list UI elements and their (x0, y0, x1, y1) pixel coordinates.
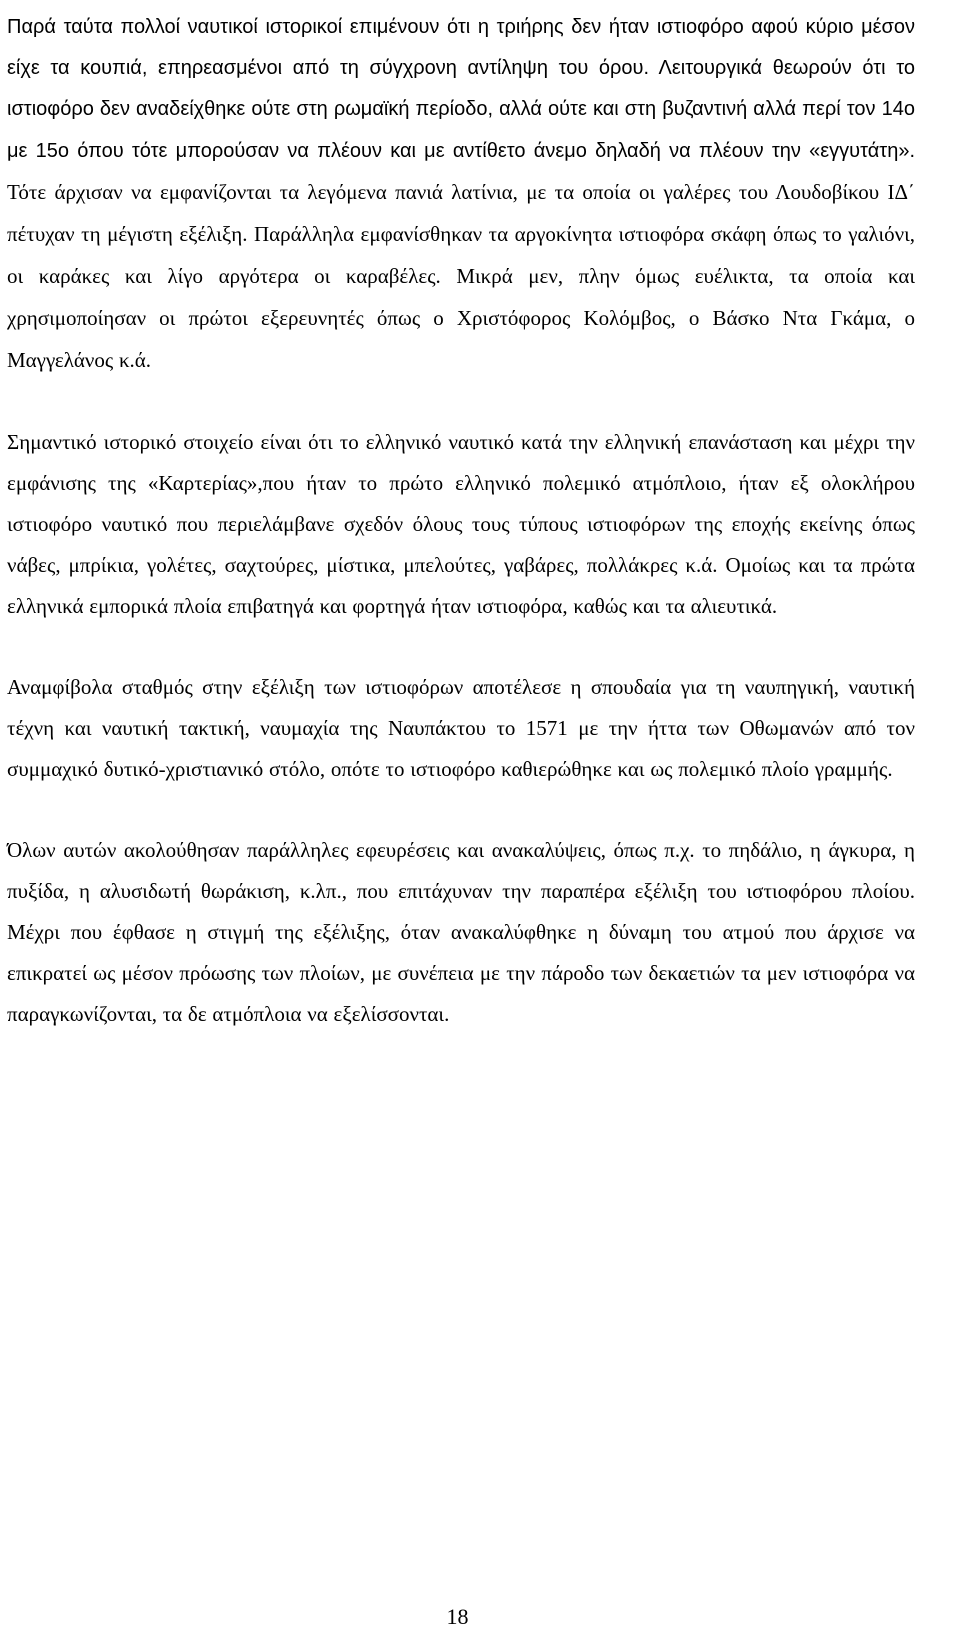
paragraph-2: Σημαντικό ιστορικό στοιχείο είναι ότι το ελληνικό ναυτικό κατά την ελληνική επανάσταση και μέχρι την εμφάνισης της «Καρτερίας»,που ήταν το πρώτο ελληνικό πολεμικό ατμόπλοιο, ήταν εξ ολοκλήρου ιστιοφόρο ναυτικό που περιελάμβανε σχεδόν όλους τους τύπους ιστιοφόρων της εποχής εκείνης όπως νάβες, μπρίκια, γολέτες, σαχτούρες, μίστικα, μπελούτες, γαβάρες, πολλάκρες κ.ά. Ομοίως και τα πρώτα ελληνικά εμπορικά πλοία επιβατηγά και φορτηγά ήταν ιστιοφόρα, καθώς και τα αλιευτικά. (7, 430, 915, 618)
paragraph-1-sans-run: Παρά ταύτα πολλοί ναυτικοί ιστορικοί επιμένουν ότι η τριήρης δεν ήταν ιστιοφόρο αφού κύριο μέσον είχε τα κουπιά, επηρεασμένοι από τη σύγχρονη αντίληψη του όρου. Λειτουργικά θεωρούν ότι το ιστιοφόρο δεν αναδείχθηκε ούτε στη ρωμαϊκή περίοδο, αλλά ούτε και στη βυζαντινή αλλά περί τον 14ο με 15ο όπου τότε μπορούσαν να πλέουν και με αντίθετο άνεμο δηλαδή να πλέουν την «εγγυτάτη». (7, 16, 915, 162)
paragraph-1-serif-run: Τότε άρχισαν να εμφανίζονται τα λεγόμενα πανιά λατίνια, με τα οποία οι γαλέρες του Λουδοβίκου ΙΔ΄ πέτυχαν τη μέγιστη εξέλιξη. Παράλληλα εμφανίσθηκαν τα αργοκίνητα ιστιοφόρα σκάφη όπως το γαλιόνι, οι καράκες και λίγο αργότερα οι καραβέλες. Μικρά μεν, πλην όμως ευέλικτα, τα οποία και χρησιμοποίησαν οι πρώτοι εξερευνητές όπως ο Χριστόφορος Κολόμβος, ο Βάσκο Ντα Γκάμα, ο Μαγγελάνος κ.ά. (7, 180, 915, 372)
document-body (7, 7, 915, 1075)
paragraph-1 (7, 7, 915, 382)
page-number: 18 (446, 1604, 469, 1629)
paragraph-3: Αναμφίβολα σταθμός στην εξέλιξη των ιστιοφόρων αποτέλεσε η σπουδαία για τη ναυπηγική, ναυτική τέχνη και ναυτική τακτική, ναυμαχία της Ναυπάκτου το 1571 με την ήττα των Οθωμανών από τον συμμαχικό δυτικό-χριστιανικό στόλο, οπότε το ιστιοφόρο καθιερώθηκε και ως πολεμικό πλοίο γραμμής. (7, 675, 915, 781)
paragraph-4: Όλων αυτών ακολούθησαν παράλληλες εφευρέσεις και ανακαλύψεις, όπως π.χ. το πηδάλιο, η άγκυρα, η πυξίδα, η αλυσιδωτή θωράκιση, κ.λπ., που επιτάχυναν την παραπέρα εξέλιξη του ιστιοφόρου πλοίου. Μέχρι που έφθασε η στιγμή της εξέλιξης, όταν ανακαλύφθηκε η δύναμη του ατμού που άρχισε να επικρατεί ως μέσον πρόωσης των πλοίων, με συνέπεια με την πάροδο των δεκαετιών τα μεν ιστιοφόρα να παραγκωνίζονται, τα δε ατμόπλοια να εξελίσσονται. (7, 838, 915, 1026)
